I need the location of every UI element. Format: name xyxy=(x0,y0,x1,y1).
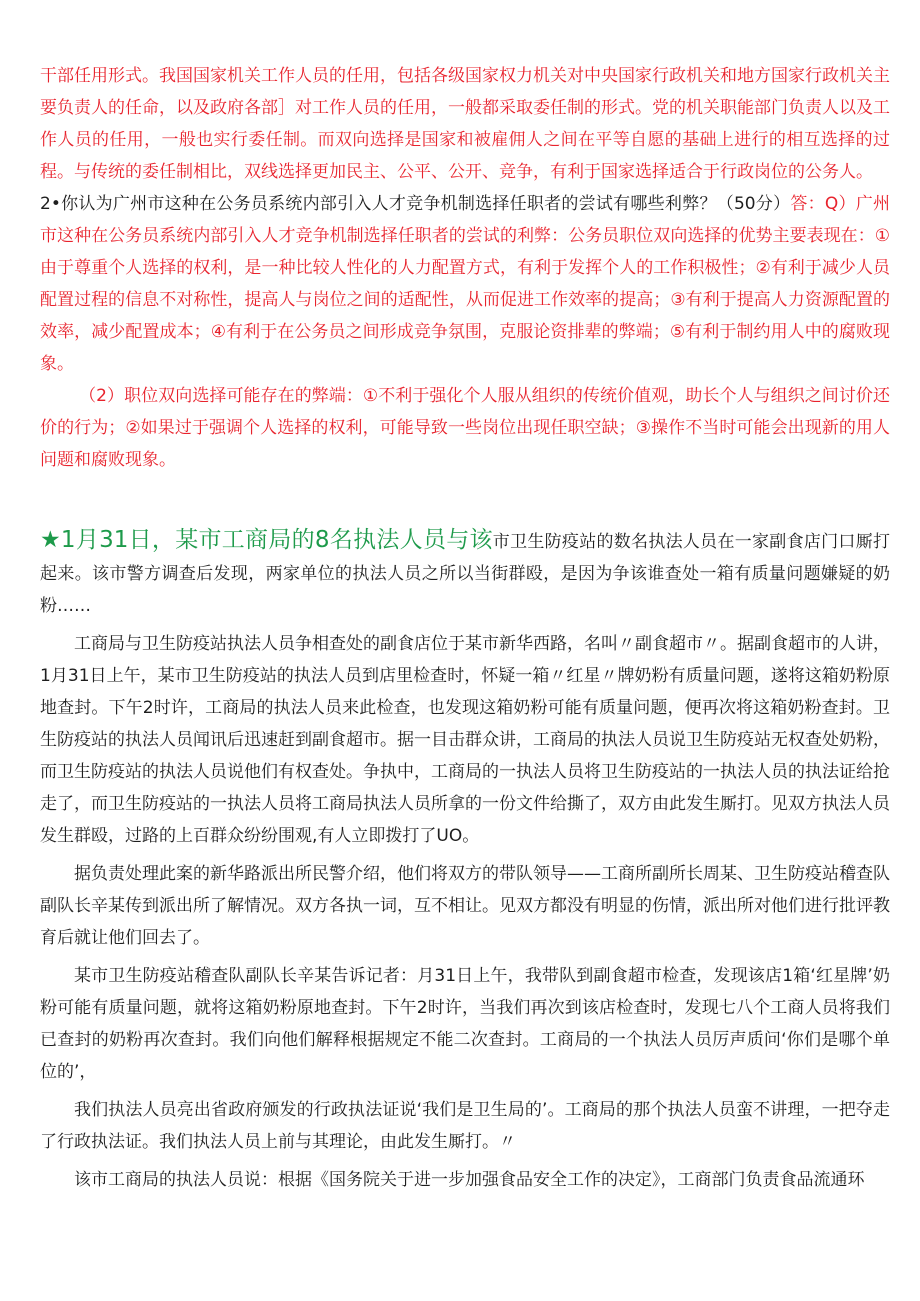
case-paragraph-2: 据负责处理此案的新华路派出所民警介绍，他们将双方的带队领导——工商所副所长周某、卫生防疫站稽查队副队长辛某传到派出所了解情况。双方各执一词，互不相让。见双方都没有明显的伤情，派出所对他们进行批评教育后就让他们回去了。 xyxy=(40,864,890,948)
case-heading-continuation: 市卫生防疫站的数名执法人员在一家副食店门口厮打起来。该市警方调查后发现，两家单位的执法人员之所以当街群殴，是因为争该谁查处一箱有质量问题嫌疑的奶粉…… xyxy=(40,532,890,616)
case-paragraph-5: 该市工商局的执法人员说：根据《国务院关于进一步加强食品安全工作的决定》，工商部门负责食品流通环 xyxy=(74,1170,865,1190)
case-paragraph-3: 某市卫生防疫站稽查队副队长辛某告诉记者：月31日上午，我带队到副食超市检查，发现该店1箱‘红星牌’奶粉可能有质量问题，就将这箱奶粉原地查封。下午2时许，当我们再次到该店检查时，发现七八个工商人员将我们已查封的奶粉再次查封。我们向他们解释根据规定不能二次查封。工商局的一个执法人员厉声质问‘你们是哪个单位的’， xyxy=(40,966,890,1082)
answer-2-drawbacks-paragraph: （2）职位双向选择可能存在的弊端：①不利于强化个人服从组织的传统价值观，助长个人与组织之间讨价还价的行为；②如果过于强调个人选择的权利，可能导致一些岗位出现任职空缺；③操作不当时可能会出现新的用人问题和腐败现象。 xyxy=(40,386,890,470)
document-page xyxy=(40,60,890,1196)
answer-1-paragraph: 干部任用形式。我国国家机关工作人员的任用，包括各级国家权力机关对中央国家行政机关和地方国家行政机关主要负责人的任命，以及政府各部］对工作人员的任用，一般都采取委任制的形式。党的机关职能部门负责人以及工作人员的任用，一般也实行委任制。而双向选择是国家和被雇佣人之间在平等自愿的基础上进行的相互选择的过程。与传统的委任制相比，双线选择更加民主、公平、公开、竞争，有利于国家选择适合于行政岗位的公务人。 xyxy=(40,66,890,182)
case-paragraph-4: 我们执法人员亮出省政府颁发的行政执法证说‘我们是卫生局的’。工商局的那个执法人员蛮不讲理，一把夺走了行政执法证。我们执法人员上前与其理论，由此发生厮打。〃 xyxy=(40,1100,890,1152)
case-heading xyxy=(40,524,890,622)
case-heading-title: ★1月31日，某市工商局的8名执法人员与该 xyxy=(40,527,493,553)
case-paragraph-1: 工商局与卫生防疫站执法人员争相查处的副食店位于某市新华西路，名叫〃副食超市〃。据副食超市的人讲，1月31日上午，某市卫生防疫站的执法人员到店里检查时，怀疑一箱〃红星〃牌奶粉有质量问题，遂将这箱奶粉原地查封。下午2时许，工商局的执法人员来此检查，也发现这箱奶粉可能有质量问题，便再次将这箱奶粉查封。卫生防疫站的执法人员闻讯后迅速赶到副食超市。据一目击群众讲，工商局的执法人员说卫生防疫站无权查处奶粉，而卫生防疫站的执法人员说他们有权查处。争执中，工商局的一执法人员将卫生防疫站的一执法人员的执法证给抢走了，而卫生防疫站的一执法人员将工商局执法人员所拿的一份文件给撕了，双方由此发生厮打。见双方执法人员发生群殴，过路的上百群众纷纷围观,有人立即拨打了UO。 xyxy=(40,634,890,846)
question-2-paragraph xyxy=(40,188,890,380)
question-2-answer: 答：Q）广州市这种在公务员系统内部引入人才竞争机制选择任职者的尝试的利弊：公务员职位双向选择的优势主要表现在：①由于尊重个人选择的权利，是一种比较人性化的人力配置方式，有利于发挥个人的工作积极性；②有利于减少人员配置过程的信息不对称性，提高人与岗位之间的适配性，从而促进工作效率的提高；③有利于提高人力资源配置的效率，减少配置成本；④有利于在公务员之间形成竞争氛围，克服论资排辈的弊端；⑤有利于制约用人中的腐败现象。 xyxy=(40,194,890,374)
question-2-prompt: 2•你认为广州市这种在公务员系统内部引入人才竞争机制选择任职者的尝试有哪些利弊？（50分） xyxy=(40,194,791,214)
